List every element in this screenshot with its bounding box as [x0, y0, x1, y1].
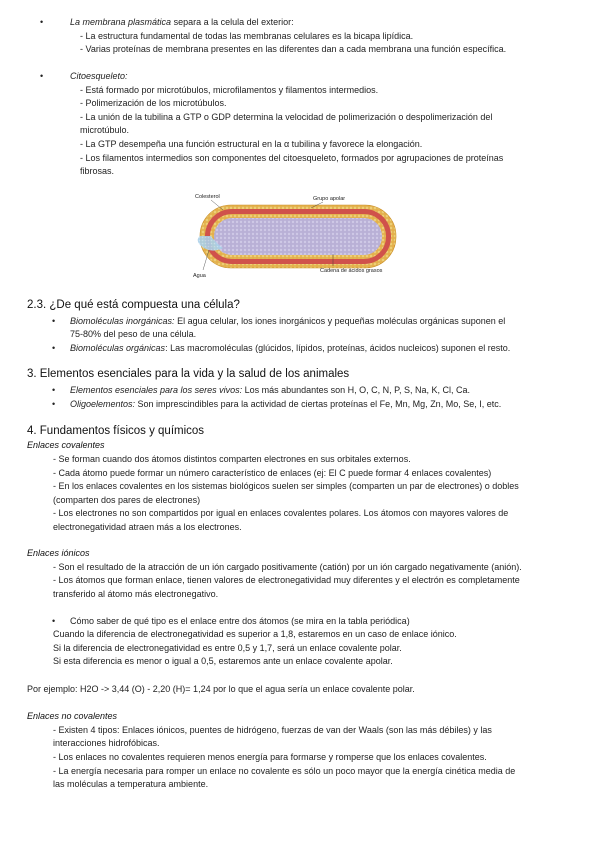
organicas-term: Biomoléculas orgánicas	[70, 343, 166, 353]
bullet-membrana: •	[40, 17, 44, 27]
inorganicas-text: El agua celular, los iones inorgánicos y pequeñas moléculas orgánicas suponen el	[174, 316, 506, 326]
membrana-line-1: - La estructura fundamental de todas las membranas celulares es la bicapa lipídica.	[80, 31, 414, 41]
bullet-esenciales: •	[52, 385, 56, 395]
bullet-inorganicas: •	[52, 316, 56, 326]
inner-core	[214, 218, 382, 255]
citoesqueleto-line-7: fibrosas.	[80, 166, 115, 176]
covalentes-line-3: - En los enlaces covalentes en los sistemas biológicos suelen ser simples (comparten un par de electrones) o dobles	[53, 481, 519, 491]
covalentes-line-4: (comparten dos pares de electrones)	[53, 495, 201, 505]
inorganicas-item	[70, 316, 505, 327]
citoesqueleto-line-1: - Está formado por microtúbulos, microfilamentos y filamentos intermedios.	[80, 85, 379, 95]
como-saber-line-2: Si la diferencia de electronegatividad es entre 0,5 y 1,7, será un enlace covalente polar.	[53, 643, 402, 653]
membrana-line-2: - Varias proteínas de membrana presentes en las diferentes dan a cada membrana una función específica.	[80, 44, 507, 54]
covalentes-title: Enlaces covalentes	[27, 440, 105, 450]
heading-3: 3. Elementos esenciales para la vida y la salud de los animales	[27, 368, 350, 380]
citoesqueleto-line-5: - La GTP desempeña una función estructural en la α tubilina y favorece la elongación.	[80, 139, 423, 149]
como-saber-line-3: Si esta diferencia es menor o igual a 0,5, estaremos ante un enlace covalente apolar.	[53, 656, 393, 666]
citoesqueleto-line-3: - La unión de la tubilina a GTP o GDP determina la velocidad de polimerización o despolimerización del	[80, 112, 493, 122]
heading-2-3: 2.3. ¿De qué está compuesta una célula?	[27, 299, 240, 311]
no-covalentes-line-3: - Los enlaces no covalentes requieren menos energía para formarse y romperse que los enlaces covalentes.	[53, 752, 487, 762]
ionicos-line-3: transferido al átomo más electronegativo.	[53, 589, 219, 599]
esenciales-term: Elementos esenciales para los seres vivos:	[70, 385, 243, 395]
citoesqueleto-term	[70, 71, 128, 82]
bullet-como-saber: •	[52, 616, 56, 626]
citoesqueleto-term-text: Citoesqueleto:	[70, 71, 128, 81]
no-covalentes-line-1: - Existen 4 tipos: Enlaces iónicos, puentes de hidrógeno, fuerzas de van der Waals (son las más débiles) y las	[53, 725, 492, 735]
ionicos-title: Enlaces iónicos	[27, 548, 90, 558]
bullet-organicas: •	[52, 343, 56, 353]
citoesqueleto-line-6: - Los filamentos intermedios son componentes del citoesqueleto, formados por agrupaciones de proteínas	[80, 153, 504, 163]
oligo-term: Oligoelementos:	[70, 399, 136, 409]
oligo-text: Son imprescindibles para la actividad de ciertas proteínas el Fe, Mn, Mg, Zn, Mo, Se, I, etc.	[135, 399, 502, 409]
label-agua: Agua	[193, 273, 206, 279]
organicas-item	[70, 343, 510, 354]
label-colesterol: Colesterol	[195, 194, 220, 200]
label-cadena: Cadena de ácidos grasos	[320, 268, 383, 274]
ionicos-line-2: - Los átomos que forman enlace, tienen valores de electronegatividad muy diferentes y el electrón es completamente	[53, 575, 520, 585]
heading-4: 4. Fundamentos físicos y químicos	[27, 425, 205, 437]
inorganicas-cont: 75-80% del peso de una célula.	[70, 329, 197, 339]
ionicos-line-1: - Son el resultado de la atracción de un ión cargado positivamente (catión) por un ión cargado negativamente (anión).	[53, 562, 522, 572]
esenciales-item	[70, 385, 470, 396]
no-covalentes-line-4: - La energía necesaria para romper un enlace no covalente es sólo un poco mayor que la energía cinética media de	[53, 766, 516, 776]
label-grupo-apolar: Grupo apolar	[313, 196, 346, 202]
esenciales-text: Los más abundantes son H, O, C, N, P, S, Na, K, Cl, Ca.	[242, 385, 471, 395]
ejemplo-line: Por ejemplo: H2O -> 3,44 (O) - 2,20 (H)= 1,24 por lo que el agua sería un enlace covalente polar.	[27, 684, 415, 694]
no-covalentes-line-5: las moléculas a temperatura ambiente.	[53, 779, 209, 789]
como-saber-line-1: Cuando la diferencia de electronegatividad es superior a 1,8, estaremos en un caso de enlace iónico.	[53, 629, 457, 639]
no-covalentes-title: Enlaces no covalentes	[27, 711, 118, 721]
bullet-oligo: •	[52, 399, 56, 409]
membrana-intro	[70, 17, 294, 28]
oligo-item	[70, 399, 501, 410]
membrana-term: La membrana plasmática	[70, 17, 172, 27]
covalentes-line-1: - Se forman cuando dos átomos distintos comparten electrones en sus orbitales externos.	[53, 454, 411, 464]
bullet-citoesqueleto: •	[40, 71, 44, 81]
membrana-rest: separa a la celula del exterior:	[171, 17, 294, 27]
no-covalentes-line-2: interacciones hidrofóbicas.	[53, 738, 160, 748]
covalentes-line-5: - Los electrones no son compartidos por igual en enlaces covalentes polares. Los átomos con mayores valores de	[53, 508, 509, 518]
citoesqueleto-line-4: microtúbulo.	[80, 125, 130, 135]
covalentes-line-2: - Cada átomo puede formar un número característico de enlaces (ej: El C puede formar 4 enlaces covalentes)	[53, 468, 492, 478]
citoesqueleto-line-2: - Polimerización de los microtúbulos.	[80, 98, 227, 108]
covalentes-line-6: electronegatividad atraen más a los electrones.	[53, 522, 242, 532]
bilayer-figure	[183, 188, 408, 281]
organicas-text: : Las macromoléculas (glúcidos, lípidos, proteínas, ácidos nucleicos) suponen el resto.	[165, 343, 511, 353]
inorganicas-term: Biomoléculas inorgánicas:	[70, 316, 175, 326]
como-saber-title: Cómo saber de qué tipo es el enlace entre dos átomos (se mira en la tabla periódica)	[70, 616, 410, 626]
